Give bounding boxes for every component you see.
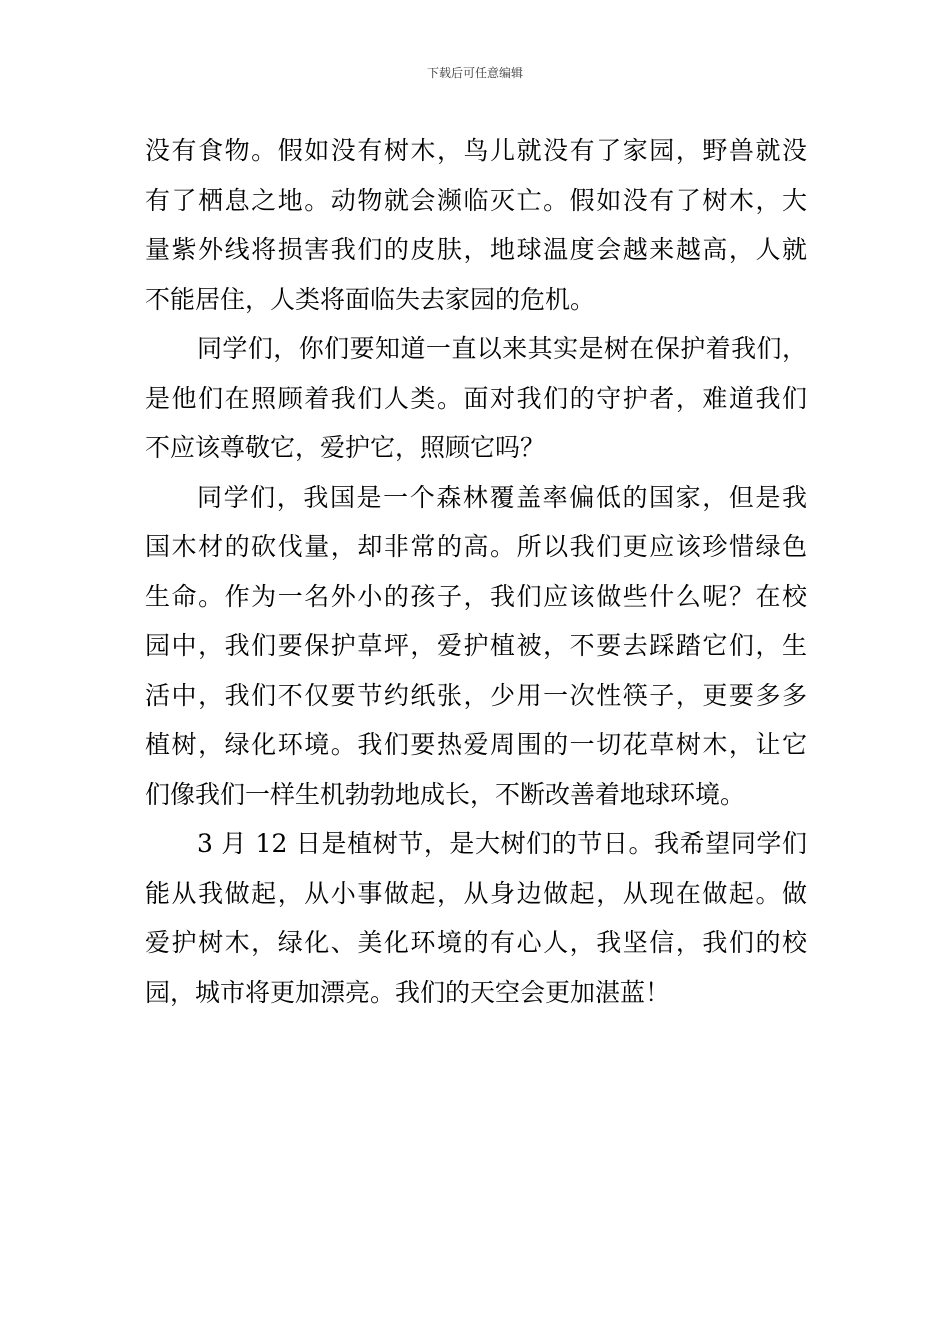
page-header-note: 下载后可任意编辑 <box>426 66 523 80</box>
text-line: 能从我做起，从小事做起，从身边做起，从现在做起。做 <box>145 878 807 908</box>
text-line: 同学们，你们要知道一直以来其实是树在保护着我们， <box>197 334 807 363</box>
text-line: 量紫外线将损害我们的皮肤，地球温度会越来越高，人就 <box>145 235 807 264</box>
text-line: 同学们，我国是一个森林覆盖率偏低的国家，但是我 <box>197 482 807 512</box>
text-line: 们像我们一样生机勃勃地成长，不断改善着地球环境。 <box>145 779 746 809</box>
text-line: 植树，绿化环境。我们要热爱周围的一切花草树木，让它 <box>145 730 807 759</box>
text-line: 有了栖息之地。动物就会濒临灭亡。假如没有了树木，大 <box>145 185 807 215</box>
paragraph <box>145 473 807 820</box>
text-line: 国木材的砍伐量，却非常的高。所以我们更应该珍惜绿色 <box>145 532 807 561</box>
text-line: 不能居住，人类将面临失去家园的危机。 <box>145 284 596 314</box>
text-line: 3 月 12 日是植树节，是大树们的节日。我希望同学们 <box>197 829 807 858</box>
paragraph <box>145 819 807 1017</box>
text-line: 没有食物。假如没有树木，鸟儿就没有了家园，野兽就没 <box>145 136 807 165</box>
text-line: 园中，我们要保护草坪，爱护植被，不要去踩踏它们，生 <box>145 631 807 660</box>
text-line: 生命。作为一名外小的孩子，我们应该做些什么呢？在校 <box>145 581 807 611</box>
paragraph <box>145 126 807 324</box>
document-body <box>145 126 807 1017</box>
text-line: 活中，我们不仅要节约纸张，少用一次性筷子，更要多多 <box>145 680 807 710</box>
text-line: 园，城市将更加漂亮。我们的天空会更加湛蓝！ <box>145 977 671 1007</box>
text-line: 是他们在照顾着我们人类。面对我们的守护者，难道我们 <box>145 383 807 413</box>
text-line: 爱护树木，绿化、美化环境的有心人，我坚信，我们的校 <box>145 928 807 957</box>
paragraph <box>145 324 807 473</box>
text-line: 不应该尊敬它，爱护它，照顾它吗？ <box>145 433 546 462</box>
